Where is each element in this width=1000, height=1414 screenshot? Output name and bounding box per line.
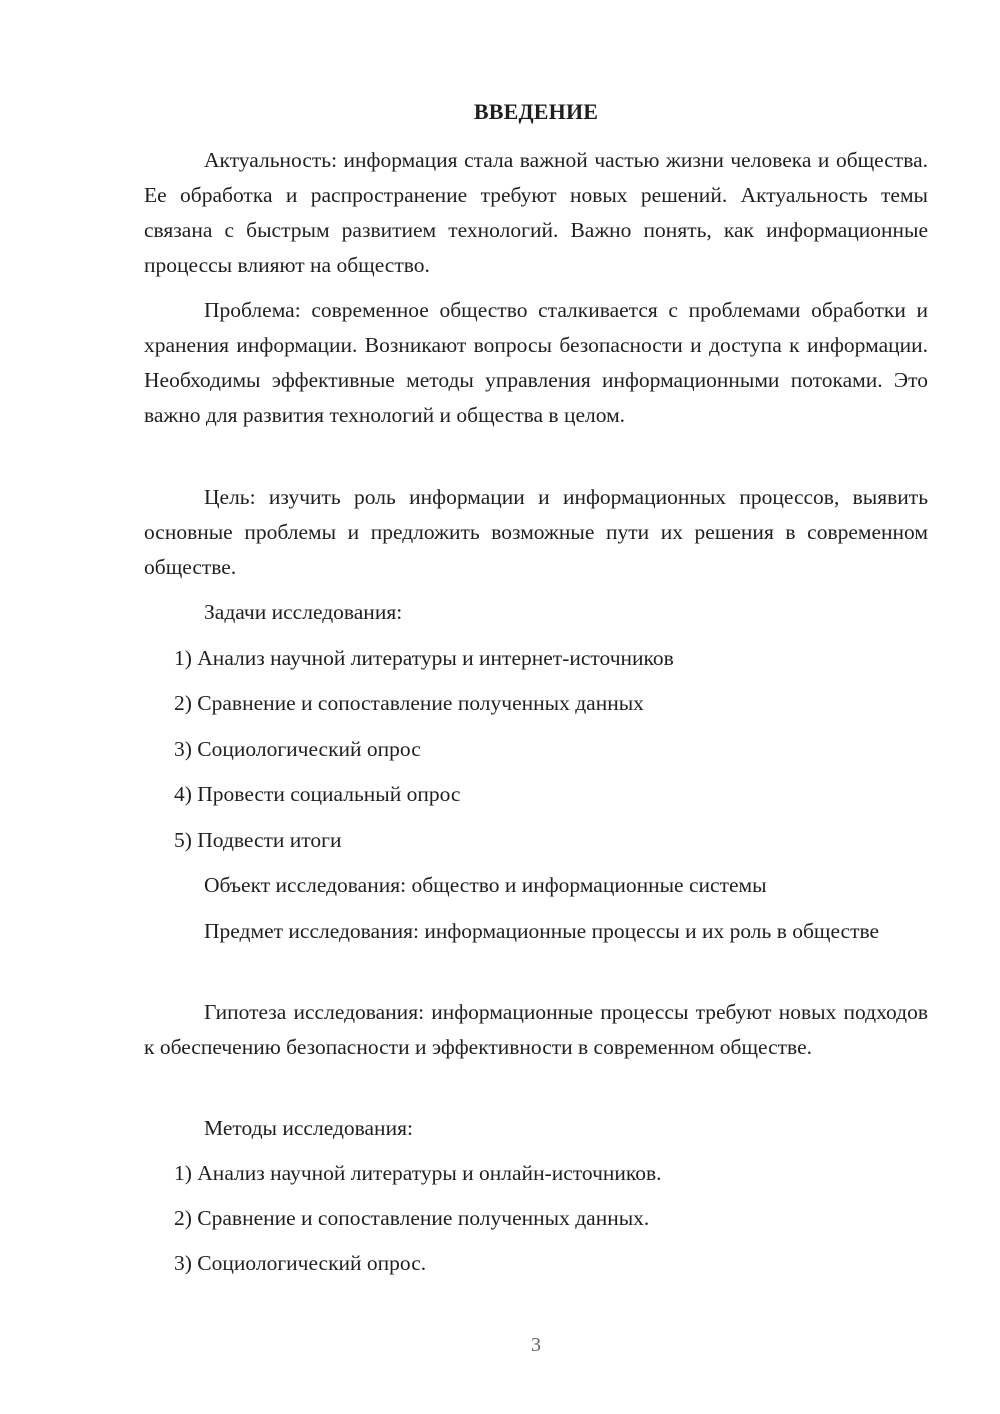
research-subject-paragraph: Предмет исследования: информационные процессы и их роль в обществе xyxy=(204,919,880,943)
problem-paragraph: Проблема: современное общество сталкивается с проблемами обработки и хранения информации. Возникают вопросы безопасности и доступа к информации. Необходимы эффективные методы управления информационными потоками. Это важно для развития технологий и общества в целом. xyxy=(144,298,928,427)
task-item: 5) Подвести итоги xyxy=(174,828,342,852)
task-item: 4) Провести социальный опрос xyxy=(174,782,461,806)
method-item: 1) Анализ научной литературы и онлайн-источников. xyxy=(174,1161,662,1185)
method-item: 2) Сравнение и сопоставление полученных данных. xyxy=(174,1206,650,1230)
task-item: 2) Сравнение и сопоставление полученных данных xyxy=(174,691,644,715)
page-number: 3 xyxy=(531,1334,541,1356)
hypothesis-paragraph: Гипотеза исследования: информационные процессы требуют новых подходов к обеспечению безопасности и эффективности в современном обществе. xyxy=(144,1000,928,1059)
relevance-paragraph: Актуальность: информация стала важной частью жизни человека и общества. Ее обработка и распространение требуют новых решений. Актуальность темы связана с быстрым развитием технологий. Важно понять, как информационные процессы влияют на общество. xyxy=(144,148,928,277)
task-item: 3) Социологический опрос xyxy=(174,737,421,761)
goal-paragraph: Цель: изучить роль информации и информационных процессов, выявить основные проблемы и предложить возможные пути их решения в современном обществе. xyxy=(144,485,928,579)
method-item: 3) Социологический опрос. xyxy=(174,1251,427,1275)
research-object: Объект исследования: общество и информационные системы xyxy=(204,873,767,897)
page-title: ВВЕДЕНИЕ xyxy=(473,99,599,124)
task-item: 1) Анализ научной литературы и интернет-источников xyxy=(174,646,674,670)
methods-heading: Методы исследования: xyxy=(204,1116,413,1140)
tasks-heading: Задачи исследования: xyxy=(204,600,403,624)
